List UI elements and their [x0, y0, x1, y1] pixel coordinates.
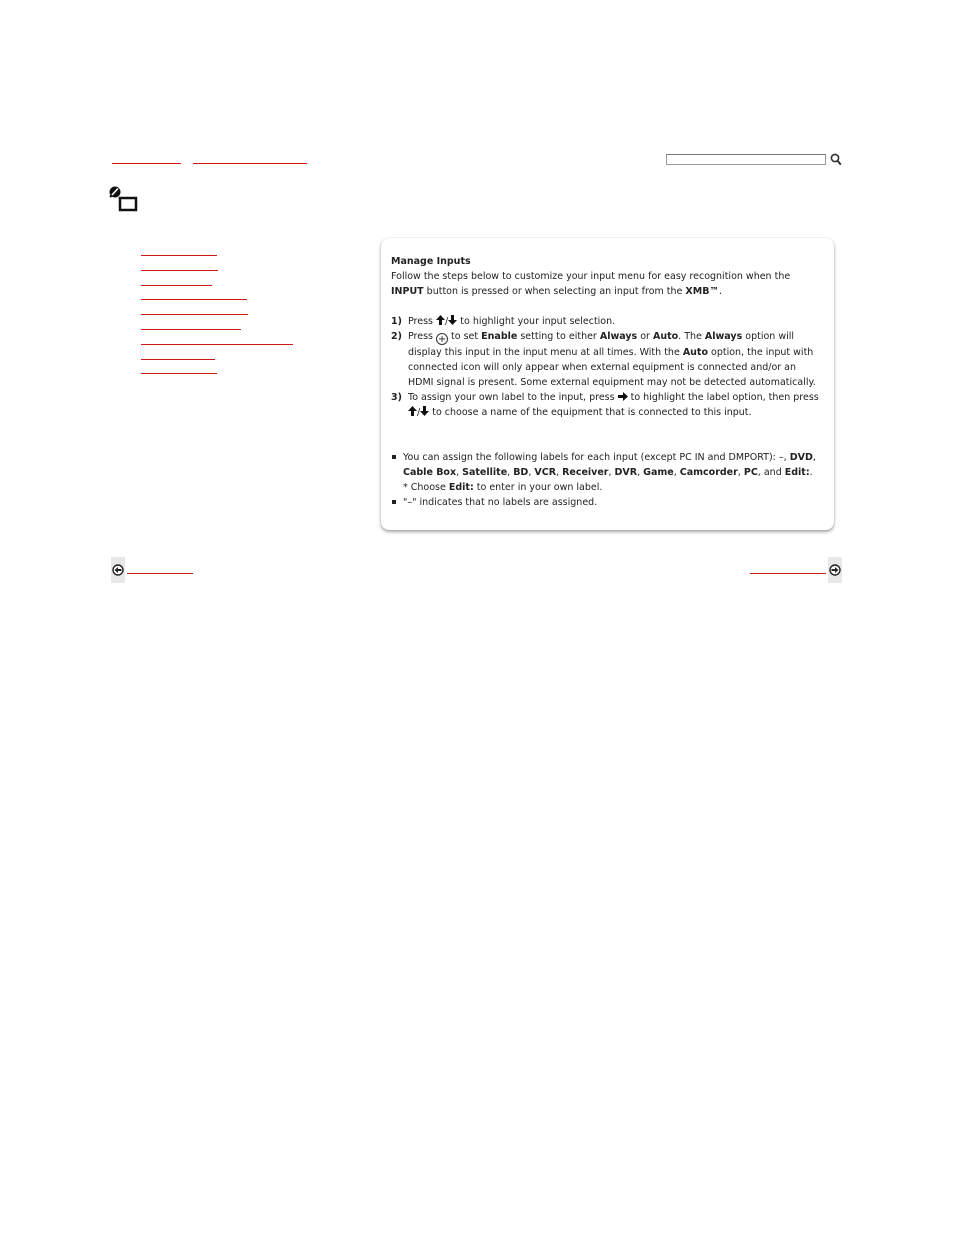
sidebar-item[interactable]: [141, 254, 217, 256]
magnifier-icon: [830, 153, 842, 166]
arrow-right-icon: [829, 564, 841, 576]
arrow-down-icon: [420, 406, 429, 416]
steps-list: [391, 314, 821, 420]
previous-page-link[interactable]: [127, 571, 193, 574]
arrow-up-icon: [436, 315, 445, 325]
arrow-right-icon: [618, 392, 628, 401]
arrow-up-icon: [408, 406, 417, 416]
notes-list: [391, 450, 821, 510]
content-card: [381, 238, 834, 530]
sidebar-item[interactable]: [141, 298, 247, 300]
page-title: Manage Inputs: [391, 256, 471, 267]
note-labels: You can assign the following labels for each input (except PC IN and DMPORT): –, DVD, Cable Box, Satellite, BD, VCR, Receiver, DVR, Game, Camcorder, PC, and Edit:. * Choose Edit: to enter in your own label.: [391, 450, 821, 495]
search-input[interactable]: [666, 154, 826, 165]
sidebar-item[interactable]: [141, 328, 241, 330]
sidebar-item[interactable]: [141, 343, 293, 345]
sidebar-item[interactable]: [141, 358, 215, 360]
arrow-down-icon: [448, 315, 457, 325]
sidebar-item[interactable]: [141, 313, 248, 315]
step-3: 3) To assign your own label to the input, press to highlight the label option, then press / to choose a name of the equipment that is connected to this input.: [391, 392, 819, 418]
step-2: 2) Press + to set Enable setting to either Always or Auto. The Always option will display this input in the input menu at all times. With the Auto option, the input with connected icon will only appear when external equipment is connected and/or an HDMI signal is present. Some external equipment may not be detected automatically.: [391, 331, 816, 388]
settings-icon: [107, 185, 139, 213]
sidebar-item[interactable]: [141, 372, 217, 374]
intro-text: Follow the steps below to customize your input menu for easy recognition when the INPUT button is pressed or when selecting an input from the XMB™.: [391, 271, 791, 297]
breadcrumb-link-section[interactable]: [193, 161, 307, 164]
step-1: 1) Press / to highlight your input selection.: [391, 316, 616, 327]
sidebar-item[interactable]: [141, 269, 218, 271]
next-page-link[interactable]: [750, 571, 826, 574]
enter-button-icon: +: [437, 334, 447, 345]
previous-page-button[interactable]: [111, 561, 195, 581]
sidebar-item[interactable]: [141, 284, 212, 286]
breadcrumb-link-home[interactable]: [112, 161, 181, 164]
note-no-labels: "–" indicates that no labels are assigned.: [391, 495, 821, 510]
search-button[interactable]: [830, 153, 842, 166]
arrow-left-icon: [112, 564, 124, 576]
next-page-button[interactable]: [750, 561, 842, 581]
